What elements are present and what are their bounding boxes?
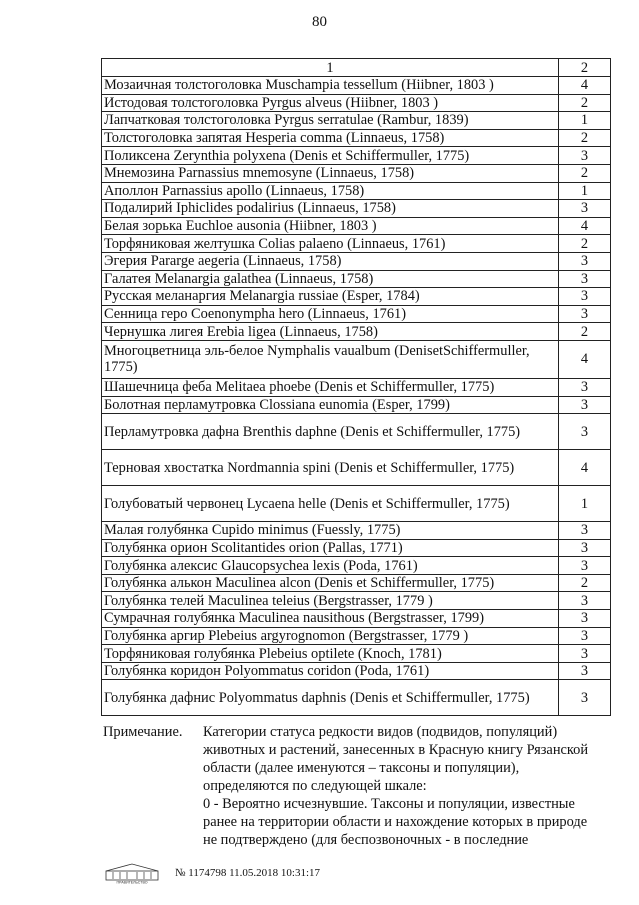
note-line: определяются по следующей шкале: bbox=[203, 778, 427, 794]
category-cell: 1 bbox=[559, 182, 611, 200]
category-cell: 3 bbox=[559, 645, 611, 663]
stamp-text: ПРАВИТЕЛЬСТВО bbox=[116, 880, 148, 884]
table-row bbox=[102, 627, 611, 645]
table-row bbox=[102, 129, 611, 147]
table-row bbox=[102, 662, 611, 680]
table-row bbox=[102, 610, 611, 628]
table-row bbox=[102, 77, 611, 95]
category-cell: 2 bbox=[559, 574, 611, 592]
species-name-cell: Болотная перламутровка Clossiana eunomia (Esper, 1799) bbox=[102, 396, 559, 414]
table-row bbox=[102, 378, 611, 396]
category-cell: 3 bbox=[559, 539, 611, 557]
species-table bbox=[101, 58, 611, 716]
table-row bbox=[102, 288, 611, 306]
table-row bbox=[102, 645, 611, 663]
species-name-cell: Голубянка коридон Polyommatus coridon (Poda, 1761) bbox=[102, 662, 559, 680]
species-name-cell: Истодовая толстоголовка Pyrgus alveus (Hiibner, 1803 ) bbox=[102, 94, 559, 112]
table-header-row bbox=[102, 59, 611, 77]
species-name-cell: Чернушка лигея Erebia ligea (Linnaeus, 1758) bbox=[102, 323, 559, 341]
category-cell: 3 bbox=[559, 627, 611, 645]
note-line: Категории статуса редкости видов (подвидов, популяций) bbox=[203, 724, 558, 740]
table-row bbox=[102, 557, 611, 575]
species-name-cell: Голубянка орион Scolitantides orion (Pallas, 1771) bbox=[102, 539, 559, 557]
table-row bbox=[102, 680, 611, 716]
species-name-cell: Сумрачная голубянка Maculinea nausithous (Bergstrasser, 1799) bbox=[102, 610, 559, 628]
table-row bbox=[102, 217, 611, 235]
species-name-cell: Мозаичная толстоголовка Muschampia tessellum (Hiibner, 1803 ) bbox=[102, 77, 559, 95]
species-name-cell: Голубянка аргир Plebeius argyrognomon (Bergstrasser, 1779 ) bbox=[102, 627, 559, 645]
species-name-cell: Малая голубянка Cupido minimus (Fuessly, 1775) bbox=[102, 522, 559, 540]
note-line: ранее на территории области и нахождение которых в природе bbox=[203, 814, 588, 830]
species-name-cell: Поликсена Zerynthia polyxena (Denis et Schiffermuller, 1775) bbox=[102, 147, 559, 165]
table-row bbox=[102, 164, 611, 182]
note-label: Примечание. bbox=[103, 724, 183, 740]
category-cell: 3 bbox=[559, 252, 611, 270]
category-cell: 3 bbox=[559, 147, 611, 165]
species-name-cell: Голубоватый червонец Lycaena helle (Denis et Schiffermuller, 1775) bbox=[102, 486, 559, 522]
note-line: животных и растений, занесенных в Красную книгу Рязанской bbox=[203, 742, 589, 758]
document-id: № 1174798 11.05.2018 10:31:17 bbox=[175, 867, 321, 879]
table-row bbox=[102, 592, 611, 610]
species-name-cell: Шашечница феба Melitaea phoebe (Denis et Schiffermuller, 1775) bbox=[102, 378, 559, 396]
category-cell: 4 bbox=[559, 77, 611, 95]
table-row bbox=[102, 396, 611, 414]
table-row bbox=[102, 235, 611, 253]
species-name-cell: Торфяниковая желтушка Colias palaeno (Linnaeus, 1761) bbox=[102, 235, 559, 253]
category-cell: 3 bbox=[559, 396, 611, 414]
government-emblem-icon bbox=[103, 862, 161, 884]
species-name-cell: Голубянка телей Maculinea teleius (Bergstrasser, 1779 ) bbox=[102, 592, 559, 610]
species-name-cell: Лапчатковая толстоголовка Pyrgus serratulae (Rambur, 1839) bbox=[102, 112, 559, 130]
category-cell: 2 bbox=[559, 94, 611, 112]
table-row bbox=[102, 340, 611, 378]
category-cell: 3 bbox=[559, 414, 611, 450]
species-name-cell: Галатея Melanargia galathea (Linnaeus, 1758) bbox=[102, 270, 559, 288]
species-name-cell: Подалирий Iphiclides podalirius (Linnaeus, 1758) bbox=[102, 200, 559, 218]
species-name-cell: Перламутровка дафна Brenthis daphne (Denis et Schiffermuller, 1775) bbox=[102, 414, 559, 450]
species-name-cell: Голубянка алексис Glaucopsychea lexis (Poda, 1761) bbox=[102, 557, 559, 575]
table-row bbox=[102, 539, 611, 557]
category-cell: 4 bbox=[559, 450, 611, 486]
category-cell: 3 bbox=[559, 680, 611, 716]
category-cell: 3 bbox=[559, 522, 611, 540]
note-line: области (далее именуются – таксоны и популяции), bbox=[203, 760, 520, 776]
table-row bbox=[102, 200, 611, 218]
category-cell: 2 bbox=[559, 164, 611, 182]
species-name-cell: Русская меланаргия Melanargia russiae (Esper, 1784) bbox=[102, 288, 559, 306]
category-cell: 3 bbox=[559, 592, 611, 610]
species-name-cell: Терновая хвостатка Nordmannia spini (Denis et Schiffermuller, 1775) bbox=[102, 450, 559, 486]
column-header-category: 2 bbox=[559, 59, 611, 77]
category-cell: 3 bbox=[559, 200, 611, 218]
table-row bbox=[102, 147, 611, 165]
note-line: не подтверждено (для беспозвоночных - в последние bbox=[203, 832, 529, 848]
category-cell: 2 bbox=[559, 323, 611, 341]
category-cell: 1 bbox=[559, 486, 611, 522]
page-number: 80 bbox=[312, 14, 327, 30]
column-header-name: 1 bbox=[102, 59, 559, 77]
species-name-cell: Эгерия Pararge aegeria (Linnaeus, 1758) bbox=[102, 252, 559, 270]
category-cell: 3 bbox=[559, 305, 611, 323]
category-cell: 3 bbox=[559, 378, 611, 396]
species-name-cell: Толстоголовка запятая Hesperia comma (Linnaeus, 1758) bbox=[102, 129, 559, 147]
category-cell: 3 bbox=[559, 610, 611, 628]
note-body bbox=[203, 723, 613, 849]
footer bbox=[103, 862, 403, 888]
species-name-cell: Торфяниковая голубянка Plebeius optilete (Knoch, 1781) bbox=[102, 645, 559, 663]
table-row bbox=[102, 486, 611, 522]
category-cell: 1 bbox=[559, 112, 611, 130]
table-row bbox=[102, 450, 611, 486]
table-row bbox=[102, 574, 611, 592]
species-name-cell: Многоцветница эль-белое Nymphalis vaualbum (DenisetSchiffermuller, 1775) bbox=[102, 340, 559, 378]
category-cell: 3 bbox=[559, 662, 611, 680]
table-row bbox=[102, 522, 611, 540]
category-cell: 3 bbox=[559, 557, 611, 575]
species-name-cell: Голубянка дафнис Polyommatus daphnis (Denis et Schiffermuller, 1775) bbox=[102, 680, 559, 716]
table-row bbox=[102, 305, 611, 323]
category-cell: 4 bbox=[559, 217, 611, 235]
table-row bbox=[102, 323, 611, 341]
category-cell: 2 bbox=[559, 129, 611, 147]
note-line: 0 - Вероятно исчезнувшие. Таксоны и популяции, известные bbox=[203, 796, 575, 812]
category-cell: 3 bbox=[559, 288, 611, 306]
table-row bbox=[102, 252, 611, 270]
species-name-cell: Аполлон Parnassius apollo (Linnaeus, 1758) bbox=[102, 182, 559, 200]
species-name-cell: Сенница геро Coenonympha hero (Linnaeus, 1761) bbox=[102, 305, 559, 323]
table-row bbox=[102, 182, 611, 200]
species-name-cell: Голубянка алькон Maculinea alcon (Denis et Schiffermuller, 1775) bbox=[102, 574, 559, 592]
table-row bbox=[102, 270, 611, 288]
category-cell: 3 bbox=[559, 270, 611, 288]
table-row bbox=[102, 112, 611, 130]
table-row bbox=[102, 414, 611, 450]
category-cell: 4 bbox=[559, 340, 611, 378]
table-row bbox=[102, 94, 611, 112]
category-cell: 2 bbox=[559, 235, 611, 253]
species-name-cell: Белая зорька Euchloe ausonia (Hiibner, 1803 ) bbox=[102, 217, 559, 235]
species-name-cell: Мнемозина Parnassius mnemosyne (Linnaeus, 1758) bbox=[102, 164, 559, 182]
